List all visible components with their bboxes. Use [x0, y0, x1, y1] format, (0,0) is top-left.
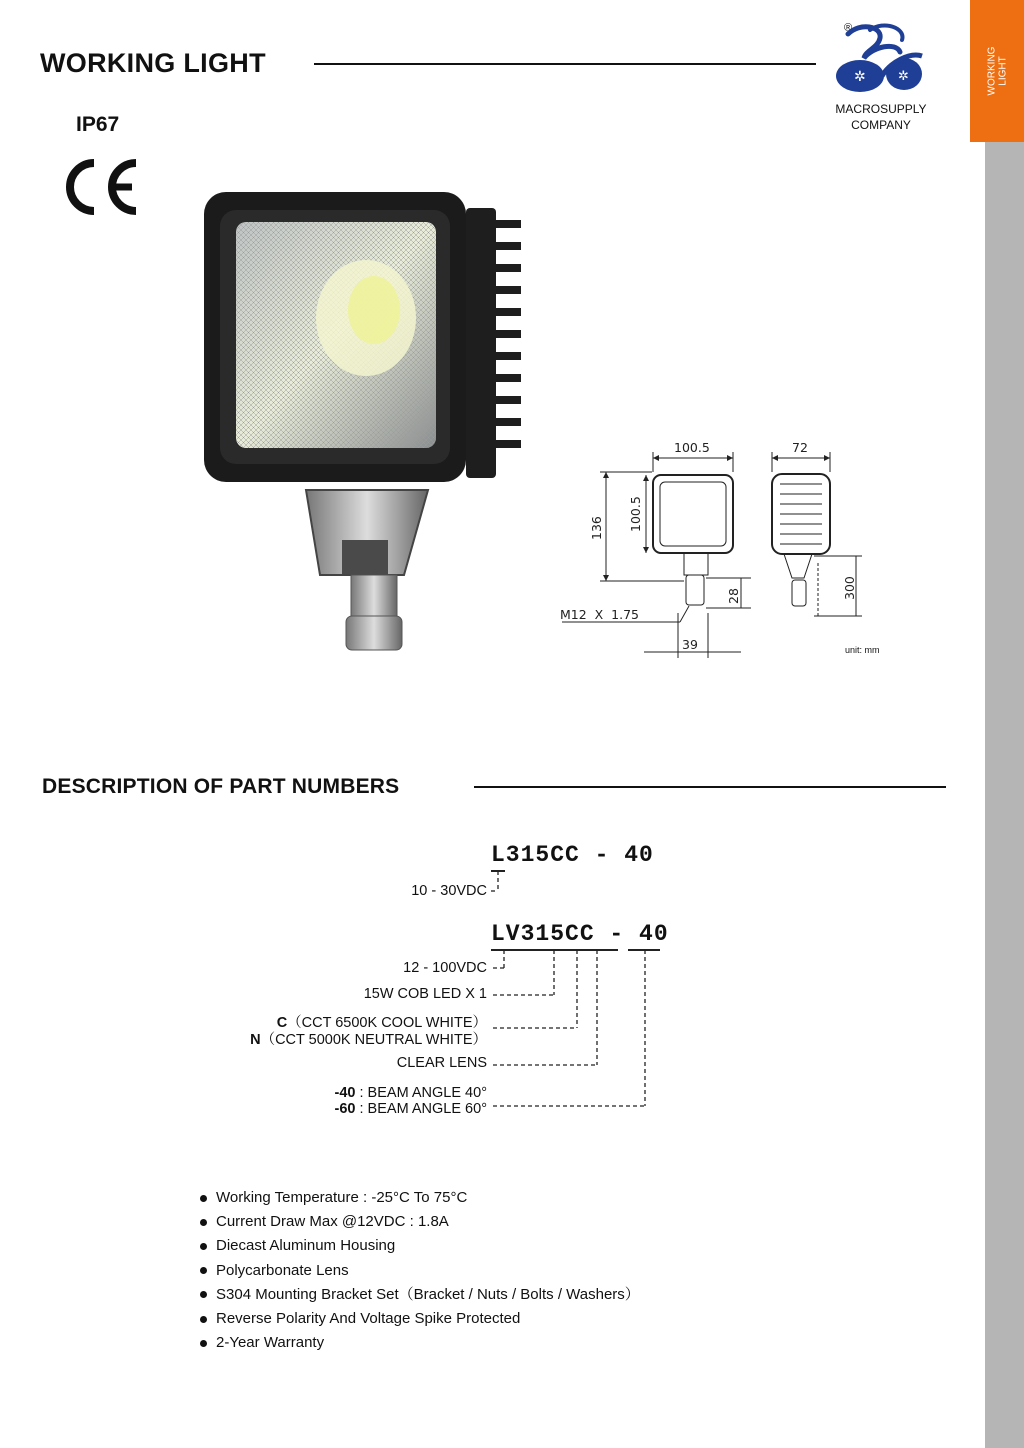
voltage-label-1: 10 - 30VDC [411, 883, 487, 899]
lens-label: CLEAR LENS [396, 1055, 487, 1071]
registered-mark: ® [844, 22, 853, 34]
sidebar-tab-label: WORKING LIGHT [985, 46, 1008, 96]
unit-note: unit: mm [845, 645, 880, 655]
beam-60-label: -60 : BEAM ANGLE 60° [334, 1101, 487, 1117]
spec-item: S304 Mounting Bracket Set（Bracket / Nuts / Bolts / Washers） [200, 1283, 640, 1307]
svg-text:✲: ✲ [898, 69, 909, 84]
beam-40-label: -40 : BEAM ANGLE 40° [334, 1085, 487, 1101]
part-number-l315: L315CC - 40 [491, 842, 654, 868]
cct-cool-label: C（CCT 6500K COOL WHITE） [276, 1015, 487, 1031]
dim-bracket-width: 39 [682, 637, 698, 652]
voltage-label-2: 12 - 100VDC [403, 960, 487, 976]
ip-rating: IP67 [76, 113, 120, 136]
bullet-icon [200, 1219, 207, 1226]
spec-list [200, 1186, 640, 1355]
bullet-icon [200, 1316, 207, 1323]
dim-bracket-height: 28 [726, 588, 741, 604]
dim-height-lamp: 100.5 [628, 496, 643, 532]
dim-height-total: 136 [589, 516, 604, 540]
dim-cable-length: 300 [842, 576, 857, 600]
spec-item: Working Temperature : -25°C To 75°C [200, 1186, 640, 1210]
bullet-icon [200, 1340, 207, 1347]
section-title: DESCRIPTION OF PART NUMBERS [42, 775, 400, 798]
dim-thread: M12 X 1.75 [560, 607, 639, 622]
spec-item: Reverse Polarity And Voltage Spike Protected [200, 1307, 640, 1331]
spec-item: Current Draw Max @12VDC : 1.8A [200, 1210, 640, 1234]
spec-item: Diecast Aluminum Housing [200, 1234, 640, 1258]
bullet-icon [200, 1243, 207, 1250]
bullet-icon [200, 1267, 207, 1274]
bullet-icon [200, 1291, 207, 1298]
cct-neutral-label: N（CCT 5000K NEUTRAL WHITE） [250, 1032, 487, 1048]
part-number-lv315: LV315CC - 40 [491, 921, 669, 947]
company-name: MACROSUPPLY COMPANY [835, 102, 927, 132]
page-title: WORKING LIGHT [40, 48, 266, 78]
led-label: 15W COB LED X 1 [363, 986, 487, 1002]
dim-width: 100.5 [674, 440, 710, 455]
dim-depth: 72 [792, 440, 808, 455]
svg-text:✲: ✲ [854, 69, 866, 85]
bullet-icon [200, 1195, 207, 1202]
spec-item: Polycarbonate Lens [200, 1259, 640, 1283]
spec-item: 2-Year Warranty [200, 1331, 640, 1355]
